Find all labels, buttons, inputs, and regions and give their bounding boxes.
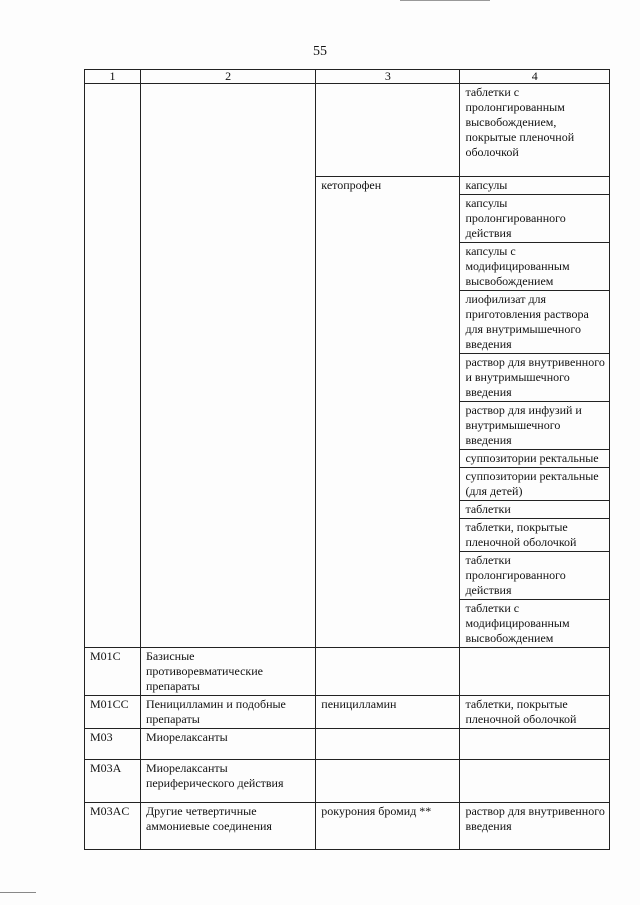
dosage-form-cell: лиофилизат для приготовления раствора для внутримышечного введения: [460, 291, 610, 354]
dosage-form-cell: таблетки пролонгированного действия: [460, 552, 610, 600]
column-header-1: 1: [85, 70, 141, 84]
drug-name-cell: пеницилламин: [316, 696, 460, 729]
column-header-4: 4: [460, 70, 610, 84]
drug-name-cell: [316, 729, 460, 760]
code-cell-empty: [85, 84, 141, 648]
pharmacological-group-cell: Пеницилламин и подобные препараты: [140, 696, 315, 729]
table-row: [85, 84, 610, 177]
dosage-form-cell: таблетки, покрытые пленочной оболочкой: [460, 696, 610, 729]
page-number: 55: [313, 44, 327, 59]
table-row: [85, 648, 610, 696]
dosage-form-cell: таблетки с пролонгированным высвобождением, покрытые пленочной оболочкой: [460, 84, 610, 177]
dosage-form-cell: раствор для внутривенного и внутримышечного введения: [460, 354, 610, 402]
atc-code-cell: M03: [85, 729, 141, 760]
atc-code-cell: M01CC: [85, 696, 141, 729]
dosage-form-cell: таблетки с модифицированным высвобождением: [460, 600, 610, 648]
atc-code-cell: M03AC: [85, 803, 141, 850]
dosage-form-cell: раствор для внутривенного введения: [460, 803, 610, 850]
dosage-form-cell: суппозитории ректальные (для детей): [460, 468, 610, 501]
dosage-form-cell: капсулы пролонгированного действия: [460, 195, 610, 243]
dosage-form-cell: таблетки, покрытые пленочной оболочкой: [460, 519, 610, 552]
atc-code-cell: M03A: [85, 760, 141, 803]
table-row: [85, 729, 610, 760]
drug-name-cell: рокурония бромид **: [316, 803, 460, 850]
dosage-form-cell: таблетки: [460, 501, 610, 519]
column-header-2: 2: [140, 70, 315, 84]
atc-code-cell: M01C: [85, 648, 141, 696]
drug-name-cell: [316, 760, 460, 803]
group-cell-empty: [140, 84, 315, 648]
scan-edge-line: [400, 0, 490, 1]
dosage-form-cell: [460, 648, 610, 696]
dosage-form-cell: раствор для инфузий и внутримышечного введения: [460, 402, 610, 450]
table-row: [85, 760, 610, 803]
scan-edge-line: [0, 892, 36, 893]
drug-name-cell: [316, 648, 460, 696]
drug-cell-empty: [316, 84, 460, 177]
dosage-form-cell: [460, 760, 610, 803]
pharmacological-group-cell: Другие четвертичные аммониевые соединения: [140, 803, 315, 850]
pharmacological-group-cell: Миорелаксанты периферического действия: [140, 760, 315, 803]
table-row: [85, 696, 610, 729]
column-header-3: 3: [316, 70, 460, 84]
table-row: [85, 803, 610, 850]
dosage-form-cell: [460, 729, 610, 760]
dosage-form-cell: капсулы: [460, 177, 610, 195]
dosage-form-cell: суппозитории ректальные: [460, 450, 610, 468]
pharmacological-group-cell: Базисные противоревматические препараты: [140, 648, 315, 696]
drug-list-table: [84, 69, 610, 850]
header-row: [85, 70, 610, 84]
pharmacological-group-cell: Миорелаксанты: [140, 729, 315, 760]
dosage-form-cell: капсулы с модифицированным высвобождением: [460, 243, 610, 291]
drug-name-cell: кетопрофен: [316, 177, 460, 648]
